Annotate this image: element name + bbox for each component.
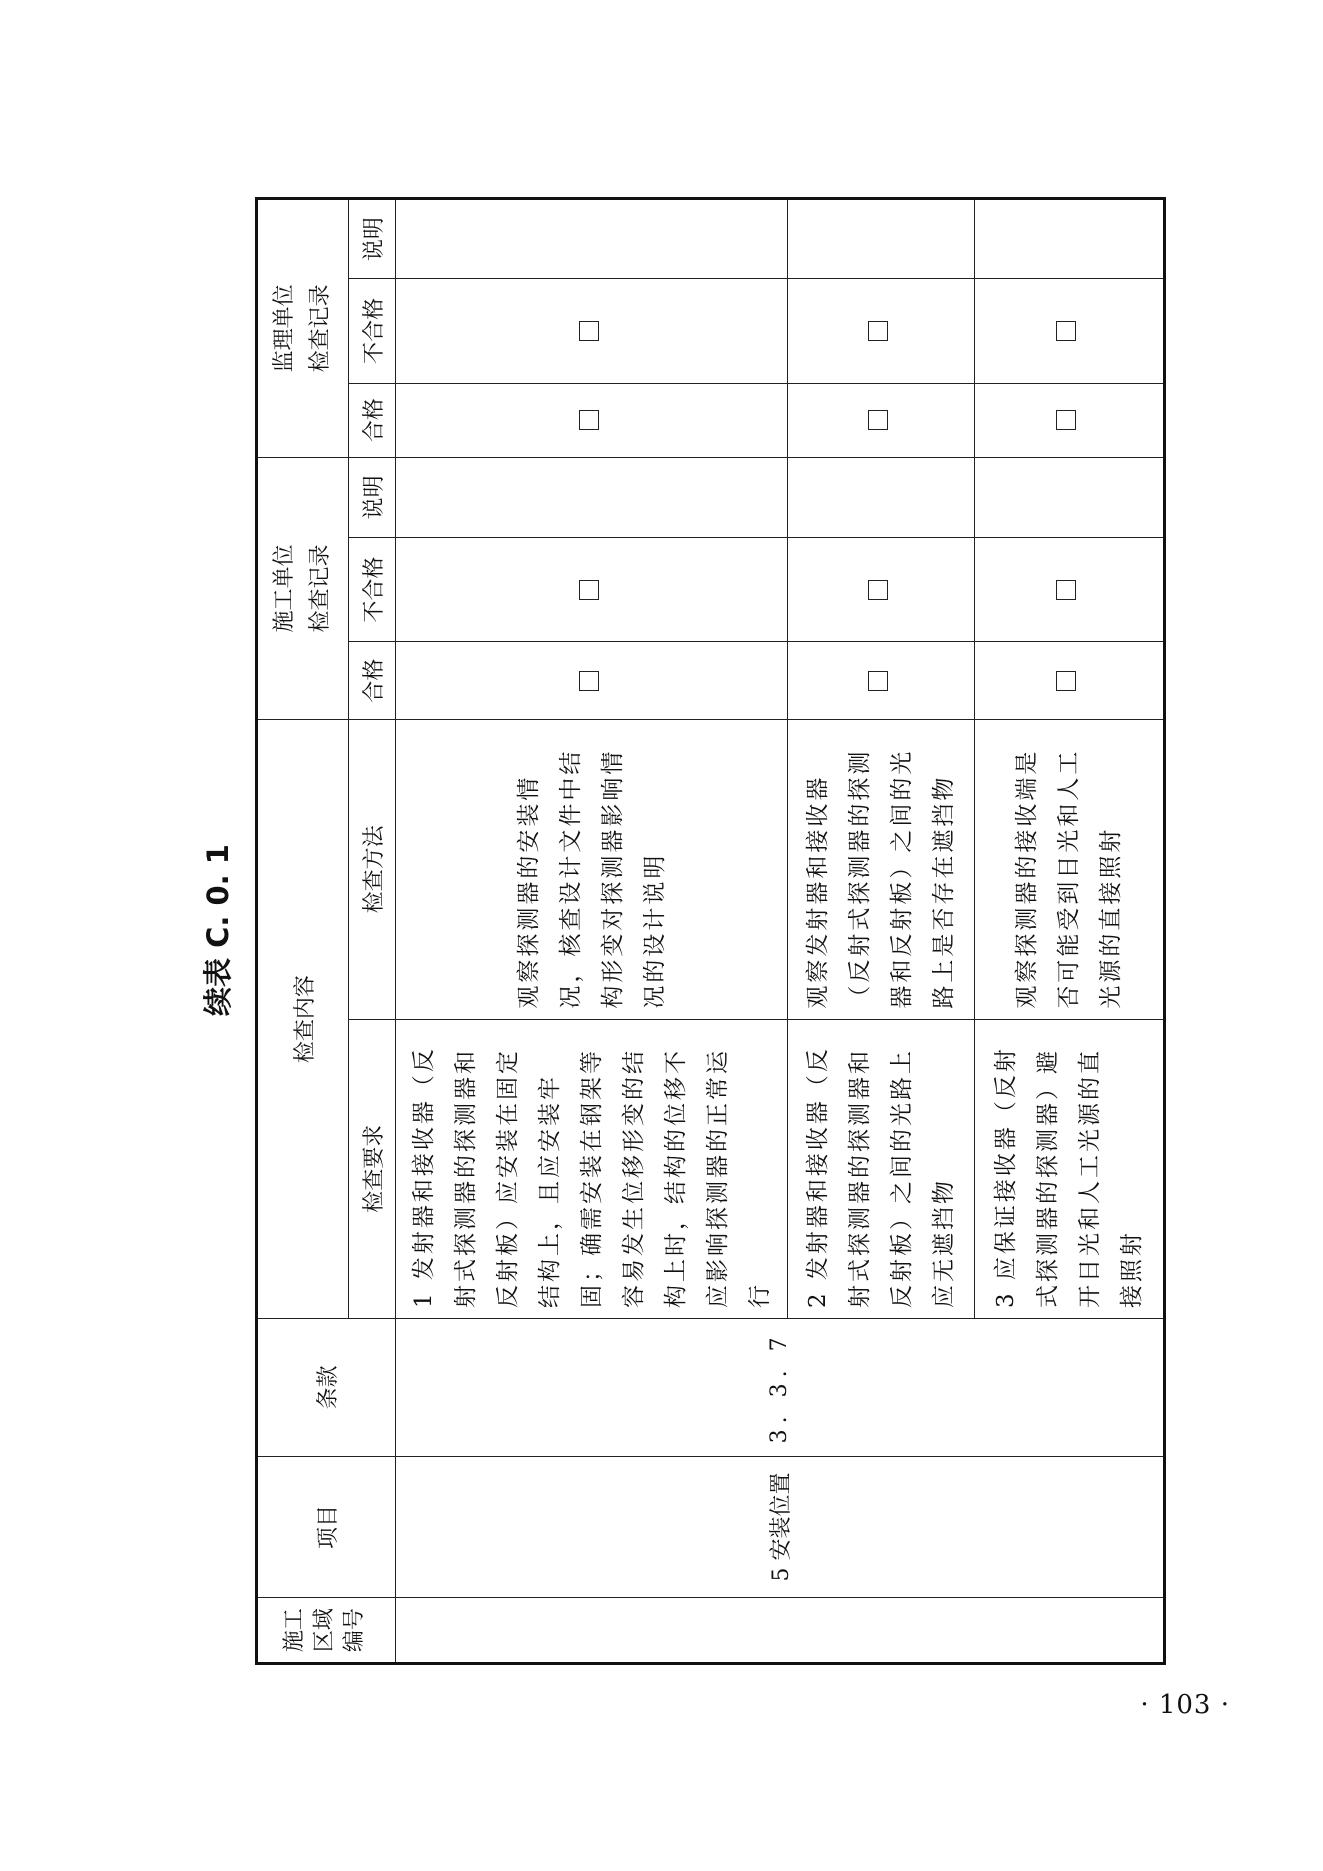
supervisor-pass-checkbox[interactable]: [788, 383, 974, 457]
header-constructor-pass: 合格: [349, 642, 396, 720]
constructor-pass-checkbox[interactable]: [788, 642, 974, 720]
requirement-cell: 3 应保证接收器（反射式探测器的探测器）避开日光和人工光源的直接照射: [974, 1019, 1164, 1318]
header-supervisor-record: 监理单位 检查记录: [257, 199, 349, 458]
constructor-fail-checkbox[interactable]: [974, 538, 1164, 642]
header-clause: 条款: [257, 1319, 396, 1457]
rotated-page: [200, 197, 1166, 1665]
method-cell: 观察发射器和接收器（反射式探测器的探测器和反射板）之间的光路上是否存在遮挡物: [788, 720, 974, 1019]
constructor-note-field[interactable]: [788, 457, 974, 537]
table-row: [396, 199, 788, 1664]
constructor-pass-checkbox[interactable]: [396, 642, 788, 720]
header-constructor-record: 施工单位 检查记录: [257, 457, 349, 719]
constructor-pass-checkbox[interactable]: [974, 642, 1164, 720]
requirement-cell: 1 发射器和接收器（反射式探测器的探测器和反射板）应安装在固定结构上，且应安装牢固；确需安装在钢架等容易发生位移形变的结构上时，结构的位移不应影响探测器的正常运行: [396, 1019, 788, 1318]
constructor-fail-checkbox[interactable]: [788, 538, 974, 642]
area-code-cell: [396, 1598, 1165, 1664]
header-requirement: 检查要求: [349, 1019, 396, 1318]
supervisor-fail-checkbox[interactable]: [788, 279, 974, 383]
clause-cell: 3. 3. 7: [396, 1319, 1165, 1457]
header-supervisor-fail: 不合格: [349, 279, 396, 383]
supervisor-note-field[interactable]: [396, 199, 788, 279]
header-constructor-fail: 不合格: [349, 538, 396, 642]
requirement-cell: 2 发射器和接收器（反射式探测器的探测器和反射板）之间的光路上应无遮挡物: [788, 1019, 974, 1318]
method-cell: 观察探测器的安装情况，核查设计文件中结构形变对探测器影响情况的设计说明: [396, 720, 788, 1019]
supervisor-fail-checkbox[interactable]: [974, 279, 1164, 383]
item-cell: 5 安装位置: [396, 1456, 1165, 1597]
supervisor-fail-checkbox[interactable]: [396, 279, 788, 383]
constructor-note-field[interactable]: [396, 457, 788, 537]
header-constructor-note: 说明: [349, 457, 396, 537]
header-method: 检查方法: [349, 720, 396, 1019]
table-title: 续表 C. 0. 1: [201, 844, 235, 1016]
supervisor-pass-checkbox[interactable]: [396, 383, 788, 457]
page-number: · 103 ·: [1140, 1690, 1230, 1720]
constructor-fail-checkbox[interactable]: [396, 538, 788, 642]
header-supervisor-note: 说明: [349, 199, 396, 279]
supervisor-note-field[interactable]: [974, 199, 1164, 279]
supervisor-pass-checkbox[interactable]: [974, 383, 1164, 457]
header-item: 项目: [257, 1456, 396, 1597]
inspection-table: [255, 197, 1166, 1665]
header-content: 检查内容: [257, 720, 349, 1319]
header-supervisor-pass: 合格: [349, 383, 396, 457]
page-number-area: [1030, 1690, 1230, 1730]
constructor-note-field[interactable]: [974, 457, 1164, 537]
header-area-code: 施工 区域 编号: [257, 1598, 396, 1664]
method-cell: 观察探测器的接收端是否可能受到日光和人工光源的直接照射: [974, 720, 1164, 1019]
supervisor-note-field[interactable]: [788, 199, 974, 279]
